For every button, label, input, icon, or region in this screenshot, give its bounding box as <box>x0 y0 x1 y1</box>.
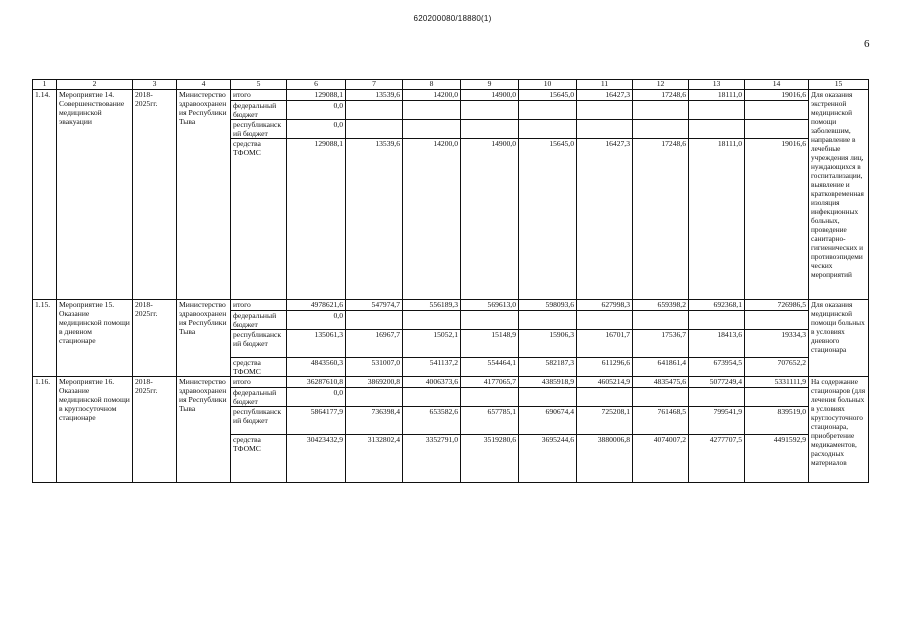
amount-cell: 5331111,9 <box>745 377 809 388</box>
amount-cell <box>633 311 689 330</box>
page-number: 6 <box>864 38 870 50</box>
amount-cell <box>577 120 633 139</box>
amount-cell <box>689 101 745 120</box>
amount-cell <box>461 388 519 407</box>
row-activity: Мероприятие 14. Совершенствование медицинской эвакуации <box>57 90 133 300</box>
amount-cell: 611296,6 <box>577 358 633 377</box>
table-row <box>33 377 869 388</box>
amount-cell: 0,0 <box>287 311 346 330</box>
funding-source: итого <box>231 377 287 388</box>
amount-cell: 707652,2 <box>745 358 809 377</box>
amount-cell: 15906,3 <box>519 330 577 358</box>
row-period: 2018-2025гг. <box>133 377 177 483</box>
row-period: 2018-2025гг. <box>133 90 177 300</box>
amount-cell <box>346 311 403 330</box>
row-executor: Министерство здравоохранения Республики Тыва <box>177 300 231 377</box>
amount-cell: 3869200,8 <box>346 377 403 388</box>
column-header: 13 <box>689 80 745 90</box>
amount-cell: 0,0 <box>287 101 346 120</box>
column-header: 14 <box>745 80 809 90</box>
funding-source: средства ТФОМС <box>231 435 287 483</box>
amount-cell <box>577 311 633 330</box>
amount-cell: 4006373,6 <box>403 377 461 388</box>
amount-cell: 839519,0 <box>745 407 809 435</box>
amount-cell: 3132802,4 <box>346 435 403 483</box>
amount-cell: 556189,3 <box>403 300 461 311</box>
amount-cell: 19334,3 <box>745 330 809 358</box>
amount-cell: 4277707,5 <box>689 435 745 483</box>
column-header: 5 <box>231 80 287 90</box>
amount-cell: 15052,1 <box>403 330 461 358</box>
column-header: 1 <box>33 80 57 90</box>
header-row <box>33 80 869 90</box>
amount-cell <box>745 101 809 120</box>
amount-cell: 129088,1 <box>287 139 346 300</box>
amount-cell <box>633 120 689 139</box>
amount-cell <box>519 120 577 139</box>
amount-cell: 736398,4 <box>346 407 403 435</box>
funding-source: итого <box>231 90 287 101</box>
amount-cell: 690674,4 <box>519 407 577 435</box>
funding-source: федеральный бюджет <box>231 101 287 120</box>
row-num: 1.16. <box>33 377 57 483</box>
amount-cell: 16701,7 <box>577 330 633 358</box>
column-header: 8 <box>403 80 461 90</box>
program-activities-table <box>32 79 869 483</box>
amount-cell <box>461 120 519 139</box>
column-header: 15 <box>809 80 869 90</box>
row-activity: Мероприятие 16. Оказание медицинской помощи в круглосуточном стационаре <box>57 377 133 483</box>
amount-cell <box>745 120 809 139</box>
amount-cell: 17536,7 <box>633 330 689 358</box>
amount-cell <box>577 388 633 407</box>
column-header: 6 <box>287 80 346 90</box>
amount-cell: 569613,0 <box>461 300 519 311</box>
amount-cell: 554464,1 <box>461 358 519 377</box>
amount-cell <box>461 101 519 120</box>
amount-cell <box>519 388 577 407</box>
amount-cell: 135061,3 <box>287 330 346 358</box>
amount-cell: 3352791,0 <box>403 435 461 483</box>
column-header: 10 <box>519 80 577 90</box>
column-header: 2 <box>57 80 133 90</box>
amount-cell: 14900,0 <box>461 90 519 101</box>
amount-cell: 30423432,9 <box>287 435 346 483</box>
funding-source: республиканский бюджет <box>231 330 287 358</box>
amount-cell: 129088,1 <box>287 90 346 101</box>
funding-source: федеральный бюджет <box>231 311 287 330</box>
row-num: 1.14. <box>33 90 57 300</box>
row-executor: Министерство здравоохранения Республики Тыва <box>177 90 231 300</box>
amount-cell: 4978621,6 <box>287 300 346 311</box>
column-header: 11 <box>577 80 633 90</box>
amount-cell <box>633 101 689 120</box>
column-header: 3 <box>133 80 177 90</box>
funding-source: средства ТФОМС <box>231 139 287 300</box>
column-header: 7 <box>346 80 403 90</box>
amount-cell: 531007,0 <box>346 358 403 377</box>
amount-cell: 657785,1 <box>461 407 519 435</box>
row-activity: Мероприятие 15. Оказание медицинской помощи в дневном стационаре <box>57 300 133 377</box>
amount-cell: 16427,3 <box>577 90 633 101</box>
amount-cell: 3519280,6 <box>461 435 519 483</box>
amount-cell: 15148,9 <box>461 330 519 358</box>
table-row <box>33 300 869 311</box>
amount-cell <box>689 388 745 407</box>
amount-cell <box>519 311 577 330</box>
amount-cell: 659398,2 <box>633 300 689 311</box>
amount-cell <box>403 388 461 407</box>
amount-cell: 18111,0 <box>689 90 745 101</box>
amount-cell <box>519 101 577 120</box>
amount-cell: 19016,6 <box>745 90 809 101</box>
row-note: Для оказания экстренной медицинской помощи заболевшим, направление в лечебные учреждения лиц, нуждающихся в госпитализации, выявление и кратковременная изоляция инфекционных больных, проведение санитарно-гигиенических и противоэпидемических мероприятий <box>809 90 869 300</box>
amount-cell <box>403 311 461 330</box>
amount-cell: 4177065,7 <box>461 377 519 388</box>
amount-cell: 673954,5 <box>689 358 745 377</box>
amount-cell: 4605214,9 <box>577 377 633 388</box>
amount-cell: 799541,9 <box>689 407 745 435</box>
amount-cell: 15645,0 <box>519 90 577 101</box>
amount-cell: 13539,6 <box>346 90 403 101</box>
table-row <box>33 90 869 101</box>
amount-cell: 15645,0 <box>519 139 577 300</box>
amount-cell: 582187,3 <box>519 358 577 377</box>
amount-cell: 641861,4 <box>633 358 689 377</box>
document-id: 620200080/18880(1) <box>413 14 492 23</box>
amount-cell: 14200,0 <box>403 90 461 101</box>
amount-cell: 3695244,6 <box>519 435 577 483</box>
amount-cell: 13539,6 <box>346 139 403 300</box>
row-period: 2018-2025гг. <box>133 300 177 377</box>
amount-cell <box>403 120 461 139</box>
amount-cell: 18413,6 <box>689 330 745 358</box>
amount-cell: 19016,6 <box>745 139 809 300</box>
amount-cell: 4843560,3 <box>287 358 346 377</box>
amount-cell <box>461 311 519 330</box>
amount-cell: 4835475,6 <box>633 377 689 388</box>
amount-cell: 541137,2 <box>403 358 461 377</box>
amount-cell <box>577 101 633 120</box>
amount-cell: 36287610,8 <box>287 377 346 388</box>
funding-source: республиканский бюджет <box>231 120 287 139</box>
amount-cell <box>633 388 689 407</box>
amount-cell: 598093,6 <box>519 300 577 311</box>
amount-cell: 0,0 <box>287 120 346 139</box>
amount-cell: 14900,0 <box>461 139 519 300</box>
amount-cell <box>689 311 745 330</box>
amount-cell: 14200,0 <box>403 139 461 300</box>
amount-cell: 627998,3 <box>577 300 633 311</box>
amount-cell: 18111,0 <box>689 139 745 300</box>
amount-cell: 16967,7 <box>346 330 403 358</box>
amount-cell <box>346 388 403 407</box>
amount-cell: 17248,6 <box>633 139 689 300</box>
amount-cell: 3880006,8 <box>577 435 633 483</box>
amount-cell: 692368,1 <box>689 300 745 311</box>
column-header: 12 <box>633 80 689 90</box>
amount-cell: 4074007,2 <box>633 435 689 483</box>
amount-cell: 653582,6 <box>403 407 461 435</box>
amount-cell <box>403 101 461 120</box>
amount-cell: 0,0 <box>287 388 346 407</box>
amount-cell: 4491592,9 <box>745 435 809 483</box>
amount-cell: 17248,6 <box>633 90 689 101</box>
column-header: 9 <box>461 80 519 90</box>
amount-cell: 5864177,9 <box>287 407 346 435</box>
row-note: Для оказания медицинской помощи больных в условиях дневного стационара <box>809 300 869 377</box>
amount-cell: 725208,1 <box>577 407 633 435</box>
amount-cell: 547974,7 <box>346 300 403 311</box>
amount-cell: 761468,5 <box>633 407 689 435</box>
amount-cell <box>689 120 745 139</box>
funding-source: средства ТФОМС <box>231 358 287 377</box>
amount-cell <box>745 388 809 407</box>
funding-source: итого <box>231 300 287 311</box>
row-num: 1.15. <box>33 300 57 377</box>
amount-cell: 4385918,9 <box>519 377 577 388</box>
row-note: На содержание стационаров (для лечения больных в условиях круглосуточного стационара, приобретение медикаментов, расходных материалов <box>809 377 869 483</box>
amount-cell: 5077249,4 <box>689 377 745 388</box>
amount-cell: 16427,3 <box>577 139 633 300</box>
amount-cell <box>346 120 403 139</box>
funding-source: республиканский бюджет <box>231 407 287 435</box>
amount-cell <box>346 101 403 120</box>
row-executor: Министерство здравоохранения Республики Тыва <box>177 377 231 483</box>
amount-cell <box>745 311 809 330</box>
funding-source: федеральный бюджет <box>231 388 287 407</box>
column-header: 4 <box>177 80 231 90</box>
amount-cell: 726986,5 <box>745 300 809 311</box>
